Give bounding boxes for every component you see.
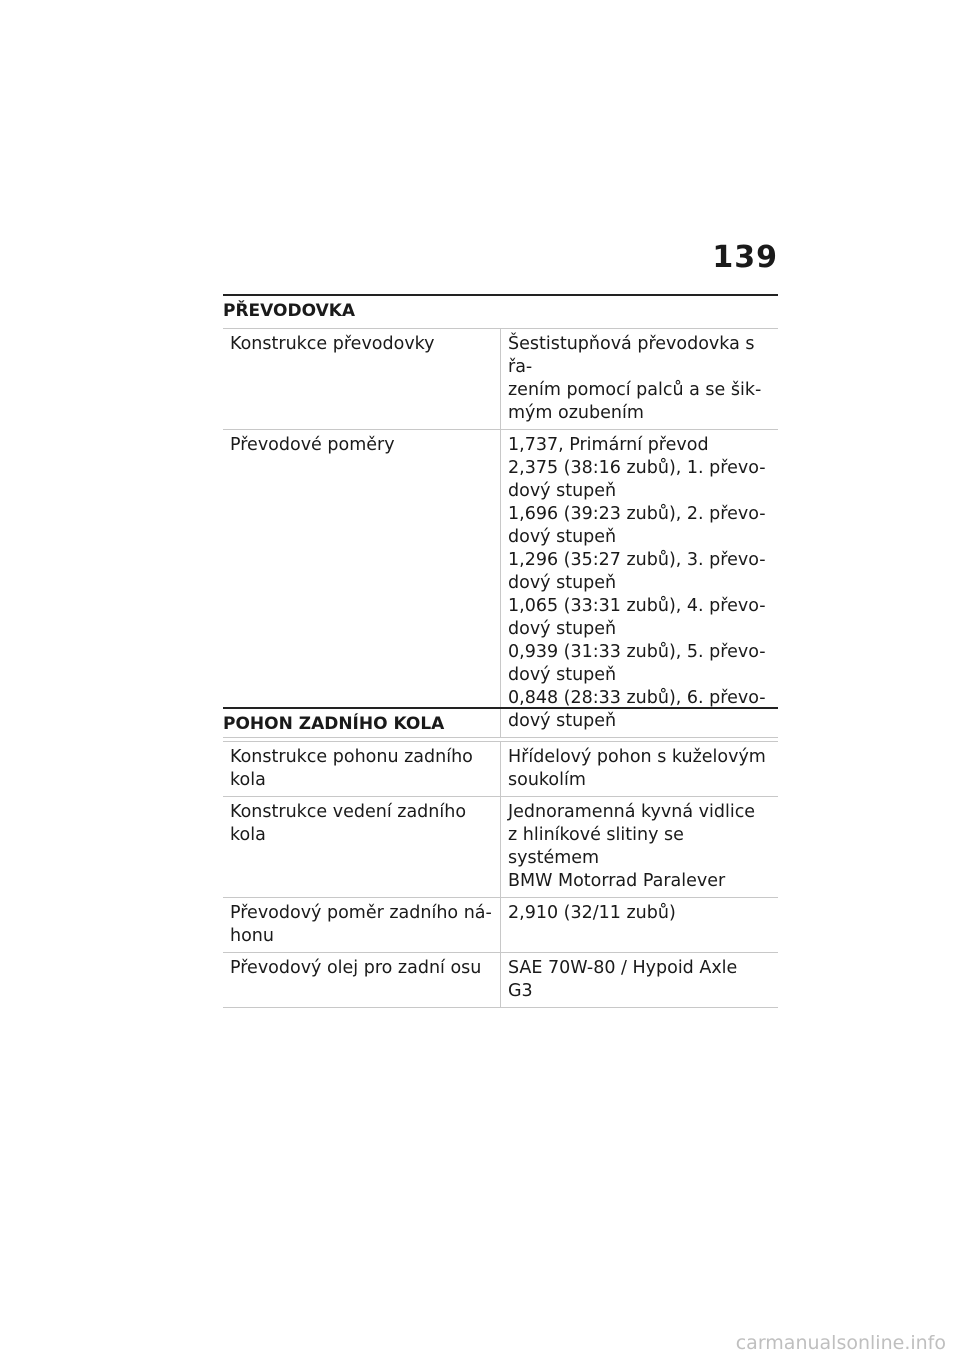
spec-value-line: zením pomocí palců a se šik-	[508, 380, 762, 400]
table-row	[223, 430, 778, 738]
spec-value-line: 2,375 (38:16 zubů), 1. převo-	[508, 458, 766, 478]
watermark: carmanualsonline.info	[735, 1332, 946, 1354]
spec-value-line: dový stupeň	[508, 665, 617, 685]
table-row	[223, 953, 778, 1008]
spec-value	[501, 797, 779, 898]
spec-value-line: 0,939 (31:33 zubů), 5. převo-	[508, 642, 766, 662]
spec-value	[501, 898, 779, 953]
spec-value-line: dový stupeň	[508, 481, 617, 501]
spec-value-line: dový stupeň	[508, 573, 617, 593]
section-title: POHON ZADNÍHO KOLA	[223, 714, 445, 734]
spec-value-line: 0,848 (28:33 zubů), 6. převo-	[508, 688, 766, 708]
spec-label: Převodový poměr zadního ná- honu	[223, 898, 501, 953]
section-title: PŘEVODOVKA	[223, 301, 356, 321]
table-row	[223, 898, 778, 953]
spec-value-line: 1,065 (33:31 zubů), 4. převo-	[508, 596, 766, 616]
spec-value	[501, 430, 779, 738]
spec-table	[223, 741, 778, 1008]
spec-label: Konstrukce převodovky	[223, 329, 501, 430]
spec-label: Převodové poměry	[223, 430, 501, 738]
table-row	[223, 797, 778, 898]
spec-value-line: 1,696 (39:23 zubů), 2. převo-	[508, 504, 766, 524]
spec-table	[223, 328, 778, 738]
page-number: 139	[712, 240, 778, 275]
spec-label: Převodový olej pro zadní osu	[223, 953, 501, 1008]
spec-value-line: G3	[508, 981, 533, 1001]
spec-value-line: z hliníkové slitiny se systémem	[508, 825, 684, 868]
spec-value-line: BMW Motorrad Paralever	[508, 871, 726, 891]
spec-value-line: mým ozubením	[508, 403, 644, 423]
spec-value-line: 2,910 (32/11 zubů)	[508, 903, 676, 923]
spec-value-line: Jednoramenná kyvná vidlice	[508, 802, 756, 822]
spec-value-line: dový stupeň	[508, 711, 617, 731]
spec-value	[501, 329, 779, 430]
table-row	[223, 742, 778, 797]
spec-value-line: Šestistupňová převodovka s řa-	[508, 334, 755, 377]
section-prevodovka	[223, 294, 778, 738]
spec-value-line: 1,296 (35:27 zubů), 3. převo-	[508, 550, 766, 570]
section-pohon-zadniho-kola	[223, 707, 778, 1008]
spec-value-line: soukolím	[508, 770, 586, 790]
spec-value-line: dový stupeň	[508, 527, 617, 547]
spec-label: Konstrukce pohonu zadního kola	[223, 742, 501, 797]
spec-value-line: SAE 70W-80 / Hypoid Axle	[508, 958, 738, 978]
spec-value-line: Hřídelový pohon s kuželovým	[508, 747, 766, 767]
spec-value	[501, 953, 779, 1008]
spec-label: Konstrukce vedení zadního kola	[223, 797, 501, 898]
spec-value-line: 1,737, Primární převod	[508, 435, 709, 455]
spec-value-line: dový stupeň	[508, 619, 617, 639]
table-row	[223, 329, 778, 430]
spec-value	[501, 742, 779, 797]
